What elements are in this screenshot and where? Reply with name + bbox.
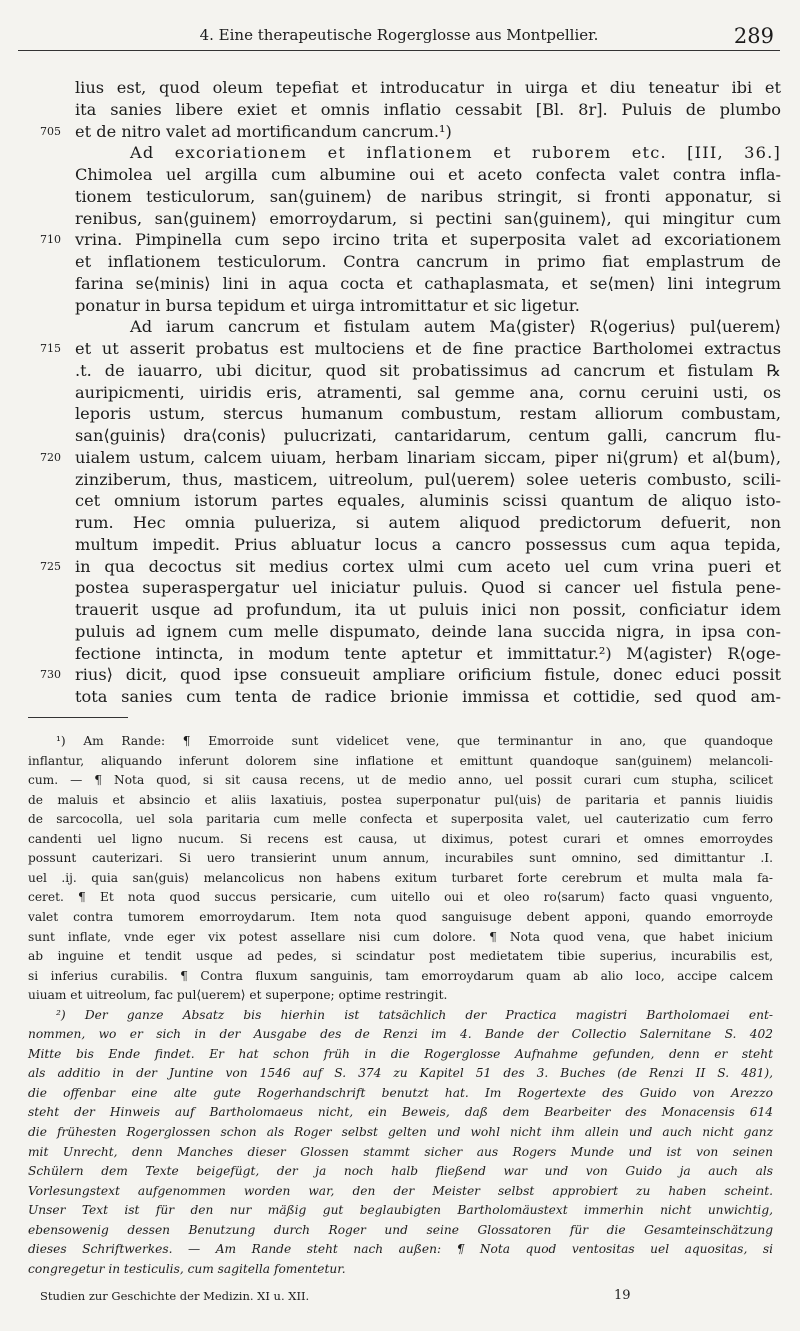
line-number <box>40 534 70 555</box>
footnote-line: uiuam et uitreolum, fac pul⟨uerem⟩ et superpone; optime restringit. <box>28 988 448 1003</box>
text-line: rum. Hec omnia pulueriza, si autem aliquod predictorum defuerit, non <box>75 513 781 532</box>
text-line: tota sanies cum tenta de radice brionie immissa et cottidie, sed quod am- <box>75 687 781 706</box>
text-line: auripicmenti, uiridis eris, atramenti, sal gemme ana, cornu ceruini usti, os <box>75 382 781 402</box>
text-line: postea superaspergatur uel iniciatur puluis. Quod si cancer uel fistula pene- <box>75 578 781 598</box>
footnote-line: ¹) Am Rande: ¶ Emorroide sunt videlicet vene, que terminantur in ano, que quandoque <box>56 734 773 748</box>
footnote-line: mit Unrecht, denn Manches dieser Glossen stammt sicher aus Rogers Munde und ist von seinen <box>28 1144 773 1159</box>
text-line: trauerit usque ad profundum, ita ut puluis inici non possit, conficiatur idem <box>75 600 781 619</box>
line-number <box>40 360 70 381</box>
text-line: puluis ad ignem cum melle dispumato, deinde lana succida nigra, in ipsa con- <box>75 621 781 641</box>
line-number <box>40 77 70 98</box>
footnote-line: possunt cauterizari. Si uero transierint unum annum, incurabiles sunt omnino, sed dimittantur .I. <box>28 851 773 866</box>
footnote-line: Schülern dem Texte beigefügt, der ja noch halb fließend war und von Guido ja auch als <box>28 1164 773 1179</box>
line-number <box>40 512 70 533</box>
line-number <box>40 621 70 642</box>
text-line: uialem ustum, calcem uiuam, herbam linariam siccam, piper ni⟨grum⟩ et al⟨bum⟩, <box>75 447 781 467</box>
line-number <box>40 273 70 294</box>
footnote-line: ²) Der ganze Absatz bis hierhin ist tatsächlich der Practica magistri Bartholomaei ent- <box>56 1007 773 1022</box>
text-line: rius⟩ dicit, quod ipse consueuit ampliare orificium fistule, donec educi possit <box>75 665 781 685</box>
footnote-line: candenti uel ligno nucum. Si recens est causa, ut diximus, potest curari et omnes emorroydes <box>28 831 773 846</box>
line-number <box>40 142 70 163</box>
line-number <box>40 164 70 185</box>
line-number <box>40 469 70 490</box>
line-number: 715 <box>40 342 61 355</box>
footnote-line: als additio in der Juntine von 1546 auf S. 374 zu Kapitel 51 des 3. Buches (de Renzi II S. 481), <box>28 1066 773 1081</box>
line-number: 730 <box>40 668 61 682</box>
line-number <box>40 186 70 207</box>
line-number: 725 <box>40 559 61 573</box>
text-line: in qua decoctus sit medius cortex ulmi cum aceto uel cum vrina pueri et <box>75 556 781 576</box>
footnote-line: ceret. ¶ Et nota quod succus persicarie, cum uitello oui et oleo ro⟨sarum⟩ facto quasi vnguento, <box>28 890 773 905</box>
footnote-line: sunt inflate, vnde eger vix potest assellare nisi cum dolore. ¶ Nota quod vena, que habet inicium <box>28 929 773 944</box>
text-line: ponatur in bursa tepidum et uirga intromittatur et sic ligetur. <box>75 295 580 315</box>
footnote-line: dieses Schriftwerkes. — Am Rande steht nach außen: ¶ Nota quod ventositas uel aquositas, si <box>28 1242 773 1257</box>
text-line: leporis ustum, stercus humanum combustum, restam alliorum combustam, <box>75 404 781 424</box>
signature-mark: 19 <box>614 1288 631 1303</box>
footnote-line: Mitte bis Ende findet. Er hat schon früh in die Rogerglosse Aufnahme gefunden, denn er steht <box>28 1046 773 1061</box>
footnote-line: steht der Hinweis auf Bartholomaeus nicht, ein Beweis, daß dem Bearbeiter des Monacensis 614 <box>28 1105 773 1120</box>
footnote-line: valet contra tumorem emorroydarum. Item nota quod sanguisuge debent apponi, quando emorroyde <box>28 909 773 924</box>
text-line: renibus, san⟨guinem⟩ emorroydarum, si pectini san⟨guinem⟩, qui mingitur cum <box>75 208 781 228</box>
text-line: farina se⟨minis⟩ lini in aqua cocta et cathaplasmata, et se⟨men⟩ lini integrum <box>75 273 781 293</box>
line-number: 705 <box>40 124 61 138</box>
line-number <box>40 599 70 620</box>
text-line: lius est, quod oleum tepefiat et introducatur in uirga et diu teneatur ibi et <box>75 78 781 97</box>
text-line: et inflationem testiculorum. Contra cancrum in primo fiat emplastrum de <box>75 252 781 271</box>
line-number <box>40 251 70 272</box>
footnote-line: Unser Text ist für den nur mäßig gut beglaubigten Bartholomäustext immerhin nicht unwichtig, <box>28 1203 773 1218</box>
footnote-line: die offenbar eine alte gute Rogerhandschrift benutzt hat. Im Rogertexte des Guido von Arezzo <box>28 1085 773 1100</box>
text-line: Chimolea uel argilla cum albumine oui et aceto confecta valet contra infla- <box>75 165 781 184</box>
line-number <box>40 382 70 403</box>
line-number <box>40 208 70 229</box>
text-line: cet omnium istorum partes equales, aluminis scissi quantum de aliquo isto- <box>75 491 781 511</box>
running-header <box>18 26 780 52</box>
text-line: fectione intincta, in modum tente aptetur et immittatur.²) M⟨agister⟩ R⟨oge- <box>75 643 781 663</box>
line-number <box>40 316 70 337</box>
footnote-line: congregetur in testiculis, cum sagitella fomentetur. <box>28 1261 346 1276</box>
line-number <box>40 577 70 598</box>
footnote-line: cum. — ¶ Nota quod, si sit causa recens, ut de medio anno, uel possit curari cum stupha, scilicet <box>28 773 773 788</box>
line-number <box>40 99 70 120</box>
footnote-line: die frühesten Rogerglossen schon als Roger selbst gelten und wohl nicht ihm allein und auch nicht ganz <box>28 1125 773 1139</box>
text-line: tionem testiculorum, san⟨guinem⟩ de naribus stringit, si fronti apponatur, si <box>75 186 781 206</box>
footnote-line: ebensowenig dessen Benutzung durch Roger und seine Glossatoren für die Gesamteinschätzung <box>28 1222 773 1237</box>
line-number <box>40 643 70 664</box>
footnote-line: ab inguine et tendit usque ad pedes, si scindatur post medietatem tibie superius, incurabilis est, <box>28 949 773 964</box>
text-line: Ad iarum cancrum et fistulam autem Ma⟨gister⟩ R⟨ogerius⟩ pul⟨uerem⟩ <box>130 317 781 337</box>
header-rule <box>18 50 780 51</box>
text-line: zinziberum, thus, masticem, uitreolum, pul⟨uerem⟩ solee ueteris combusto, scili- <box>75 469 781 489</box>
text-line: .t. de iauarro, ubi dicitur, quod sit probatissimus ad cancrum et fistulam ℞ <box>75 360 781 380</box>
journal-footer: Studien zur Geschichte der Medizin. XI u. XII. <box>40 1289 310 1303</box>
line-number: 710 <box>40 233 61 247</box>
footnote-line: nommen, wo er sich in der Ausgabe des de Renzi im 4. Bande der Collectio Salernitane S. 402 <box>28 1027 773 1042</box>
line-number <box>40 425 70 446</box>
chapter-title: 4. Eine therapeutische Rogerglosse aus Montpellier. <box>199 26 599 44</box>
line-number: 720 <box>40 450 61 464</box>
footnote-line: uel .ij. quia san⟨guis⟩ melancolicus non habens exitum turbaret forte cerebrum et multa mala fa- <box>28 870 773 885</box>
text-line: multum impedit. Prius abluatur locus a cancro possessus cum aqua tepida, <box>75 534 781 554</box>
text-line: et de nitro valet ad mortificandum cancrum.¹) <box>75 121 452 141</box>
footnote-line: inflantur, aliquando inferunt dolorem sine inflatione et emittunt quandoque san⟨guinem⟩ melancoli- <box>28 753 773 768</box>
footnote-line: si inferius curabilis. ¶ Contra fluxum sanguinis, tam emorroydarum quam ab alio loco, accipe calcem <box>28 968 773 983</box>
text-line: et ut asserit probatus est multociens et de fine practice Bartholomei extractus <box>75 339 781 358</box>
text-line: san⟨guinis⟩ dra⟨conis⟩ pulucrizati, cantaridarum, centum galli, cancrum flu- <box>75 426 781 445</box>
footnote-line: de maluis et absincio et aliis laxatiuis, postea superponatur pul⟨uis⟩ de paritaria et pannis liuidis <box>28 792 773 807</box>
text-line: ita sanies libere exiet et omnis inflatio cessabit [Bl. 8r]. Puluis de plumbo <box>75 99 781 119</box>
footnote-line: de sarcocolla, uel sola paritaria cum melle confecta et superposita valet, uel cauterizatio cum ferro <box>28 812 773 827</box>
line-number <box>40 295 70 316</box>
footnote-separator <box>28 717 128 718</box>
footnote-line: Vorlesungstext aufgenommen worden war, den der Meister selbst approbiert zu haben scheint. <box>28 1183 773 1198</box>
line-number <box>40 403 70 424</box>
page-number: 289 <box>733 24 774 48</box>
text-line: vrina. Pimpinella cum sepo ircino trita et superposita valet ad excoriationem <box>75 230 781 250</box>
line-number <box>40 686 70 707</box>
text-line: Ad excoriationem et inflationem et ruborem etc. [III, 36.] <box>130 143 781 163</box>
line-number <box>40 490 70 511</box>
